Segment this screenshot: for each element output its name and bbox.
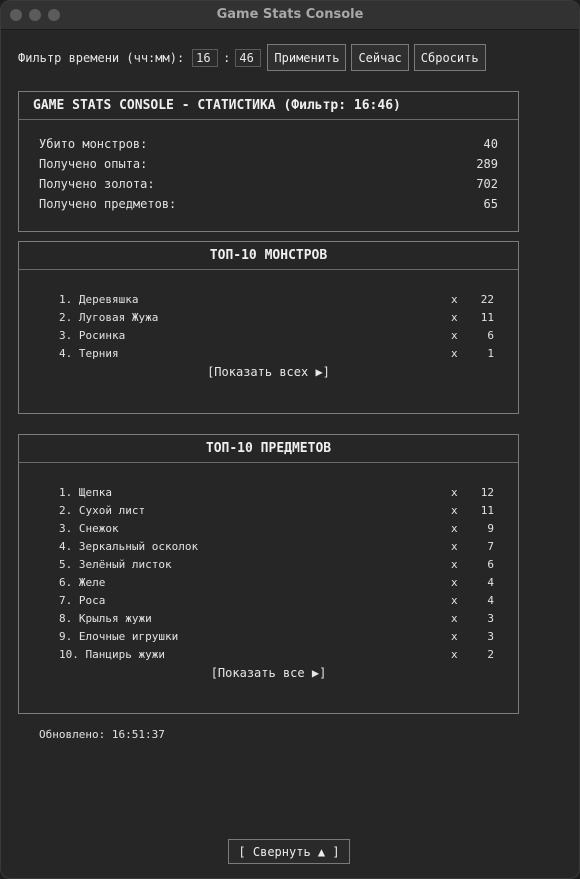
stat-label: Получено золота: — [39, 177, 155, 191]
stats-panel-title: GAME STATS CONSOLE - СТАТИСТИКА (Фильтр: 16:46) — [19, 92, 518, 120]
show-all-items-button[interactable]: [Показать все ▶] — [210, 666, 327, 680]
item-name: 6. Желе — [59, 576, 106, 589]
item-count: 9 — [487, 522, 494, 535]
stat-row — [19, 134, 518, 154]
multiply-sign: x — [451, 648, 458, 661]
item-count: 4 — [487, 594, 494, 607]
stat-value: 65 — [483, 197, 498, 211]
item-row — [19, 502, 518, 520]
time-filter-label: Фильтр времени (чч:мм): — [18, 50, 185, 65]
stat-value: 40 — [483, 137, 498, 151]
item-count: 7 — [487, 540, 494, 553]
time-separator: : — [223, 50, 231, 65]
multiply-sign: x — [451, 540, 458, 553]
monster-row — [19, 345, 518, 363]
multiply-sign: x — [451, 486, 458, 499]
stats-panel — [18, 91, 519, 232]
minutes-input[interactable] — [235, 49, 261, 67]
item-name: 7. Роса — [59, 594, 106, 607]
multiply-sign: x — [451, 594, 458, 607]
item-name: 10. Панцирь жужи — [59, 648, 165, 661]
reset-button[interactable]: Сбросить — [414, 44, 486, 71]
multiply-sign: x — [451, 504, 458, 517]
monster-row — [19, 309, 518, 327]
stat-value: 289 — [476, 157, 498, 171]
monster-row — [19, 327, 518, 345]
multiply-sign: x — [451, 630, 458, 643]
last-updated-text: Обновлено: 16:51:37 — [39, 728, 165, 741]
item-count: 6 — [487, 558, 494, 571]
stat-label: Получено предметов: — [39, 197, 177, 211]
multiply-sign: x — [451, 558, 458, 571]
stat-row — [19, 174, 518, 194]
item-count: 3 — [487, 630, 494, 643]
stat-row — [19, 194, 518, 214]
item-count: 11 — [480, 504, 494, 517]
time-filter-bar — [18, 44, 486, 71]
title-bar — [1, 1, 579, 30]
multiply-sign: x — [451, 576, 458, 589]
monster-count: 6 — [487, 329, 494, 342]
now-button[interactable]: Сейчас — [351, 44, 408, 71]
item-name: 1. Щепка — [59, 486, 112, 499]
collapse-button[interactable]: [ Свернуть ▲ ] — [228, 839, 350, 864]
item-row — [19, 520, 518, 538]
multiply-sign: x — [451, 347, 458, 360]
stat-row — [19, 154, 518, 174]
monster-name: 4. Терния — [59, 347, 119, 360]
stat-label: Убито монстров: — [39, 137, 148, 151]
top-items-panel — [18, 434, 519, 714]
item-count: 3 — [487, 612, 494, 625]
apply-button[interactable]: Применить — [267, 44, 346, 71]
item-name: 4. Зеркальный осколок — [59, 540, 199, 553]
stat-label: Получено опыта: — [39, 157, 148, 171]
show-all-monsters-button[interactable]: [Показать всех ▶] — [207, 365, 330, 379]
multiply-sign: x — [451, 522, 458, 535]
item-row — [19, 592, 518, 610]
item-name: 8. Крылья жужи — [59, 612, 152, 625]
monster-count: 22 — [480, 293, 494, 306]
monster-name: 2. Луговая Жужа — [59, 311, 159, 324]
monster-count: 11 — [480, 311, 494, 324]
multiply-sign: x — [451, 612, 458, 625]
hours-input[interactable] — [192, 49, 218, 67]
item-row — [19, 556, 518, 574]
multiply-sign: x — [451, 329, 458, 342]
item-count: 2 — [487, 648, 494, 661]
monster-name: 3. Росинка — [59, 329, 126, 342]
item-count: 12 — [480, 486, 494, 499]
item-count: 4 — [487, 576, 494, 589]
item-name: 3. Снежок — [59, 522, 119, 535]
multiply-sign: x — [451, 293, 458, 306]
item-name: 2. Сухой лист — [59, 504, 146, 517]
monster-count: 1 — [487, 347, 494, 360]
item-row — [19, 646, 518, 664]
item-name: 9. Елочные игрушки — [59, 630, 179, 643]
item-row — [19, 538, 518, 556]
monster-row — [19, 291, 518, 309]
stat-value: 702 — [476, 177, 498, 191]
monster-name: 1. Деревяшка — [59, 293, 139, 306]
item-row — [19, 574, 518, 592]
window-title: Game Stats Console — [216, 7, 364, 22]
multiply-sign: x — [451, 311, 458, 324]
item-row — [19, 610, 518, 628]
top-items-title: ТОП-10 ПРЕДМЕТОВ — [19, 435, 518, 463]
item-row — [19, 628, 518, 646]
item-row — [19, 484, 518, 502]
item-name: 5. Зелёный листок — [59, 558, 172, 571]
top-monsters-title: ТОП-10 МОНСТРОВ — [19, 242, 518, 270]
top-monsters-panel — [18, 241, 519, 414]
